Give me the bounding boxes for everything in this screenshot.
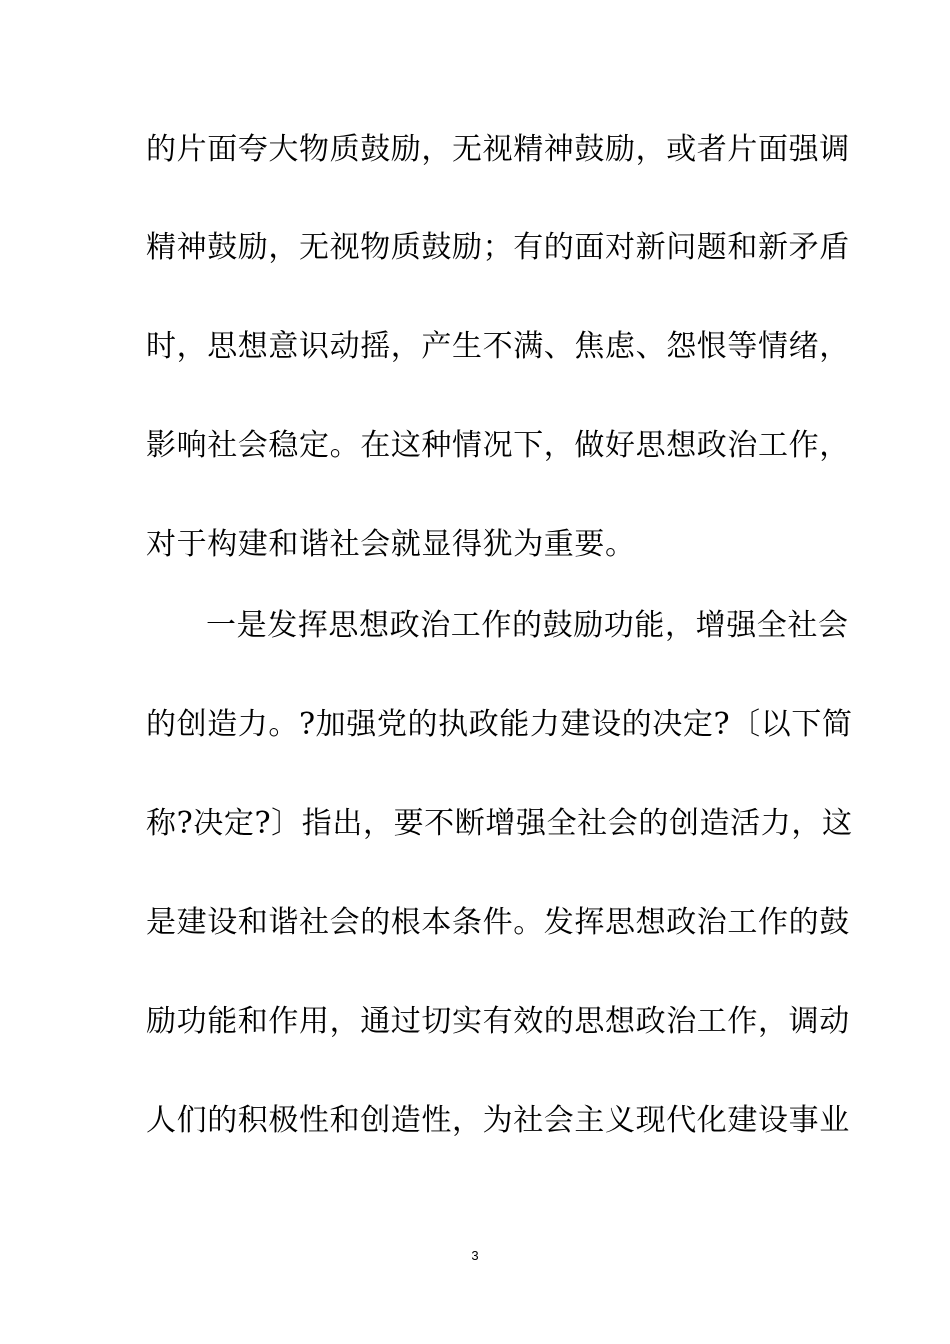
body-text-line: 时，思想意识动摇，产生不满、焦虑、怨恨等情绪，	[146, 329, 850, 364]
body-text-line: 的片面夸大物质鼓励，无视精神鼓励，或者片面强调	[146, 132, 850, 167]
body-text-line: 励功能和作用，通过切实有效的思想政治工作，调动	[146, 1004, 850, 1039]
body-text-line: 的创造力。?加强党的执政能力建设的决定?〔以下简	[146, 707, 853, 742]
page-number: 3	[471, 1248, 479, 1263]
body-text-line: 对于构建和谐社会就显得犹为重要。	[146, 527, 636, 562]
body-text-line: 称?决定?〕指出，要不断增强全社会的创造活力，这	[146, 806, 853, 841]
body-text-line: 人们的积极性和创造性，为社会主义现代化建设事业	[146, 1103, 850, 1138]
body-text-line: 是建设和谐社会的根本条件。发挥思想政治工作的鼓	[146, 905, 850, 940]
body-text-line: 影响社会稳定。在这种情况下，做好思想政治工作，	[146, 428, 850, 463]
body-text-line: 精神鼓励，无视物质鼓励；有的面对新问题和新矛盾	[146, 230, 850, 265]
paragraph-start-line: 一是发挥思想政治工作的鼓励功能，增强全社会	[206, 608, 849, 643]
